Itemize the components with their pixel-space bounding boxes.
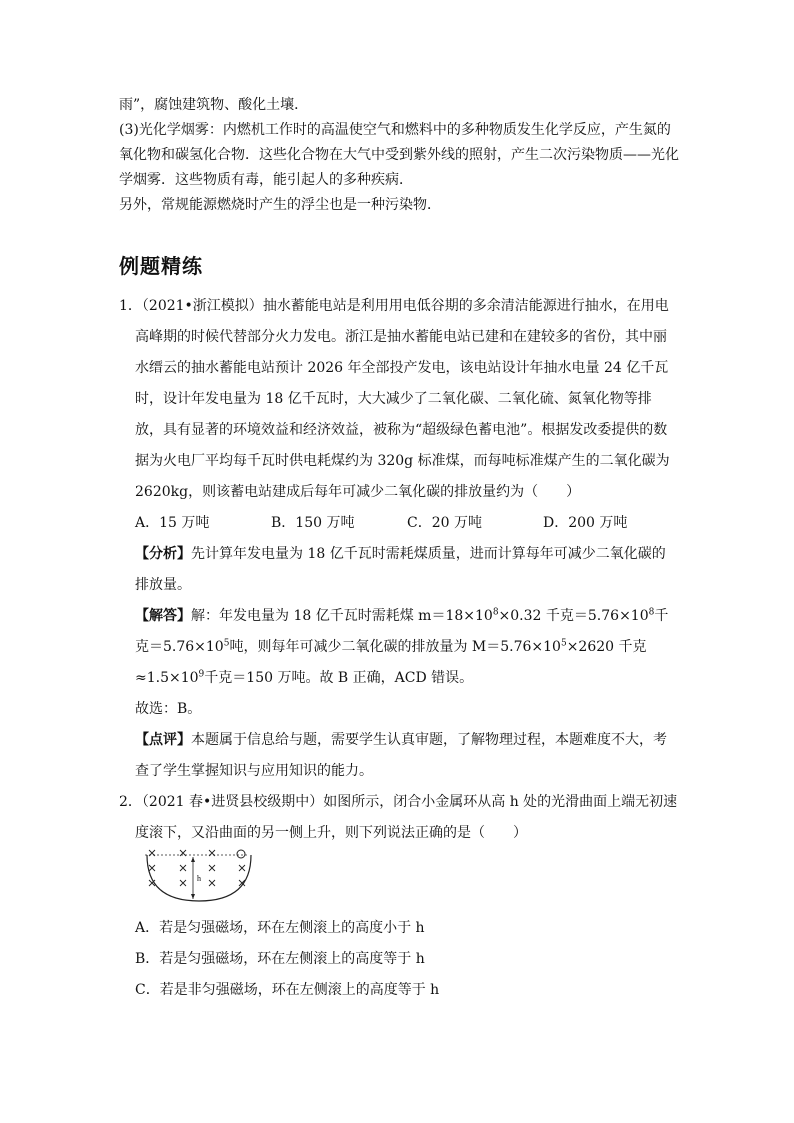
question-1-number: 1． <box>119 298 142 314</box>
magnetic-field-figure <box>141 849 679 913</box>
intro-paragraph-3: 另外，常规能源燃烧时产生的浮尘也是一种污染物． <box>119 197 441 213</box>
question-1-option-d[interactable]: D．200 万吨 <box>543 515 628 531</box>
question-1-options <box>119 508 679 539</box>
question-1-stem: 1．（2021•浙江模拟）抽水蓄能电站是利用用电低谷期的多余清洁能源进行抽水，在用电高峰期的时候代替部分火力发电。浙江是抽水蓄能电站已建和在建较多的省份，其中丽水缙云的抽水蓄能电站预计 2026 年全部投产发电，该电站设计年抽水电量 24 亿千瓦时，设计年发电量为 18 亿千瓦时，大大减少了二氧化碳、二氧化硫、氮氧化物等排放，具有显著的环境效益和经济效益，被称为“超级绿色蓄电池”。根据发改委提供的数据为火电厂平均每千瓦时供电耗煤约为 320g 标准煤，而每吨标准煤产生的二氧化碳为 2620kg，则该蓄电站建成后每年可减少二氧化碳的排放量约为（ ） <box>119 298 670 500</box>
question-1-option-b[interactable]: B．150 万吨 <box>271 515 355 531</box>
intro-text <box>119 93 679 218</box>
question-2-option-b[interactable]: B．若是匀强磁场，环在左侧滚上的高度等于 h <box>135 951 425 967</box>
curved-track-diagram <box>141 849 261 909</box>
question-2-number: 2． <box>119 794 142 810</box>
question-2-option-c[interactable]: C．若是非匀强磁场，环在左侧滚上的高度等于 h <box>135 982 440 998</box>
question-list <box>119 291 679 1006</box>
metal-ring-icon <box>237 850 245 858</box>
question-2-stem: 2．（2021 春•进贤县校级期中）如图所示，闭合小金属环从高 h 处的光滑曲面上端无初速度滚下，又沿曲面的另一侧上升，则下列说法正确的是（ ） <box>119 794 678 841</box>
question-1-source: （2021•浙江模拟） <box>141 298 263 314</box>
question-1-analysis: 【分析】先计算年发电量为 18 亿千瓦时需耗煤质量，进而计算每年可减少二氧化碳的排放量。 <box>135 546 666 593</box>
section-title: 例题精练 <box>119 254 203 278</box>
height-label: h <box>197 874 201 883</box>
question-1-option-c[interactable]: C．20 万吨 <box>407 515 482 531</box>
arrow-head-up-icon <box>191 857 195 862</box>
intro-paragraph-1: 雨”，腐蚀建筑物、酸化土壤． <box>119 97 309 113</box>
question-1-option-a[interactable]: A．15 万吨 <box>135 515 210 531</box>
intro-paragraph-2: (3)光化学烟雾：内燃机工作时的高温使空气和燃料中的多种物质发生化学反应，产生氮的氧化物和碳氢化合物．这些化合物在大气中受到紫外线的照射，产生二次污染物质——光化学烟雾．这些物质有毒，能引起人的多种疾病． <box>119 122 679 188</box>
question-1-comment: 【点评】本题属于信息给与题，需要学生认真审题，了解物理过程，本题难度不大，考查了学生掌握知识与应用知识的能力。 <box>135 732 667 779</box>
arrow-head-down-icon <box>191 894 195 899</box>
question-1-answer: 【解答】解：年发电量为 18 亿千瓦时需耗煤 $m=18\times 10^8\times 0.32$ 千克$=5.76\times 10^8$千克$=5.76\times 10^5$吨，则每年可减少二氧化碳的排放量为 $M=5.76\times 10^5\times 2620$ 千克$\approx 1.5\times 10^9$千克＝150 万吨。故 B 正确，ACD 错误。 <box>135 607 669 686</box>
question-1 <box>119 291 679 787</box>
question-2-source: （2021 春•进贤县校级期中） <box>141 794 324 810</box>
question-1-choice: 故选：B。 <box>135 701 202 717</box>
question-2 <box>119 787 679 1006</box>
question-2-option-a[interactable]: A．若是匀强磁场，环在左侧滚上的高度小于 h <box>135 920 425 936</box>
